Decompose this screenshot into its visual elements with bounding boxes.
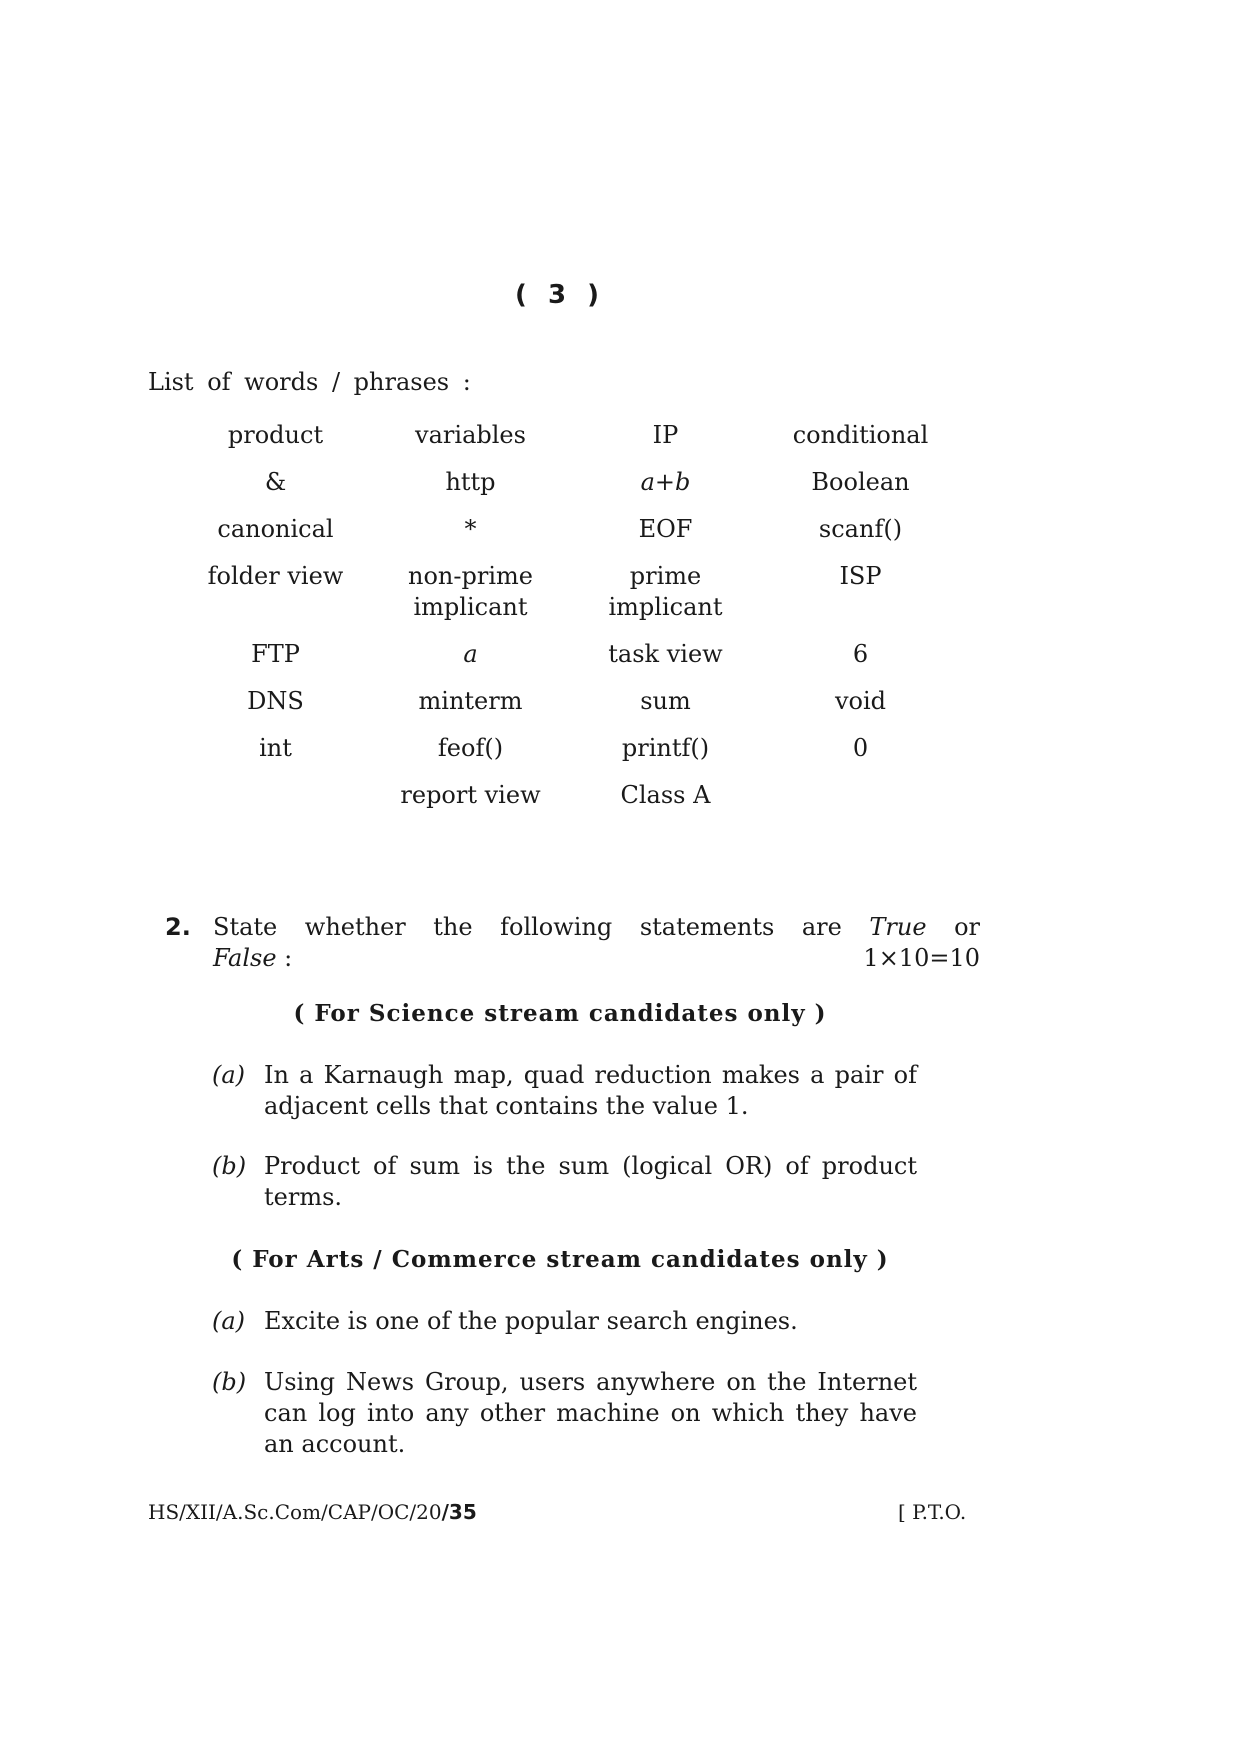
word-cell [763,780,958,811]
science-item-a: (a) In a Karnaugh map, quad reduction makes a pair of adjacent cells that contains the value 1. [212,1061,917,1120]
word-cell: non-prime implicant [408,562,533,621]
word-cell: task view [608,640,723,668]
arts-heading: ( For Arts / Commerce stream candidates only ) [231,1246,889,1273]
word-cell: conditional [792,421,929,449]
word-cell: variables [415,421,526,449]
word-cell: & [264,468,287,496]
question-stem-line1: State whether the following statements are True or [213,913,981,941]
word-cell: http [445,468,496,496]
word-cell: Boolean [811,468,910,496]
marks: 1×10=10 [863,944,980,972]
paper-code: HS/XII/A.Sc.Com/CAP/OC/20/35 [148,1500,477,1524]
word-cell: product [227,421,324,449]
word-cell: EOF [638,515,693,543]
word-cell: * [464,515,477,543]
page-number: ( 3 ) [515,280,605,310]
word-cell: IP [652,421,679,449]
word-cell: canonical [217,515,334,543]
question-stem-line2: False : 1×10=10 [213,944,980,972]
word-cell: minterm [418,687,523,715]
word-cell: feof() [437,734,504,762]
word-cell: prime implicant [608,562,723,621]
word-cell: folder view [207,562,344,590]
science-heading: ( For Science stream candidates only ) [293,1000,827,1027]
word-cell: 0 [852,734,869,762]
pto-label: [ P.T.O. [898,1500,967,1524]
word-cell: printf() [621,734,710,762]
word-cell: 6 [852,640,869,668]
word-cell: Class A [620,781,711,809]
word-cell: DNS [247,687,304,715]
list-intro: List of words / phrases : [148,368,471,396]
word-cell: int [259,734,292,762]
arts-item-b: (b) Using News Group, users anywhere on the Internet can log into any other machine on which they have an account. [212,1368,917,1458]
word-cell: a+b [640,468,691,496]
word-cell [178,780,373,811]
word-cell: report view [400,781,541,809]
word-cell: a [463,640,478,668]
word-cell: FTP [251,640,300,668]
question-2 [165,912,980,974]
word-cell: sum [640,687,691,715]
arts-item-a: (a) Excite is one of the popular search engines. [212,1307,798,1335]
science-item-b: (b) Product of sum is the sum (logical OR) of product terms. [212,1152,917,1211]
word-cell: ISP [839,562,882,590]
word-cell: void [834,687,887,715]
word-list-grid [178,420,958,811]
question-number: 2. [165,913,191,941]
word-cell: scanf() [818,515,903,543]
